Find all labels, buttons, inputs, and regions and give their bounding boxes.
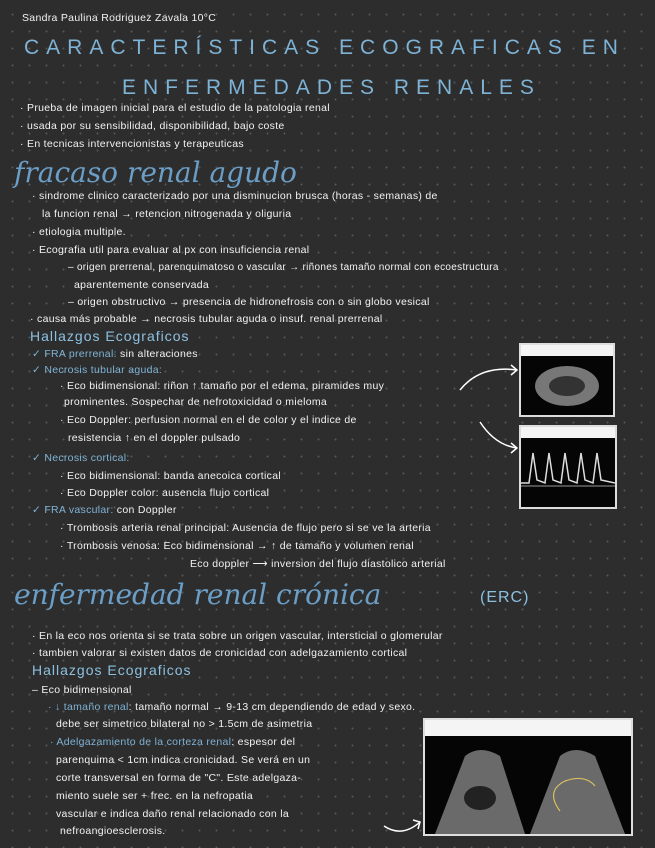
finding-text: · Eco Doppler color: ausencia flujo cortical [60, 487, 270, 499]
text-line: · tambien valorar si existen datos de cronicidad con adelgazamiento cortical [32, 647, 408, 659]
finding-line [64, 396, 327, 408]
text-line: – origen prerrenal, parenquimatoso o vascular → riñones tamaño normal con ecoestructura [68, 262, 499, 273]
finding-line [60, 487, 269, 499]
text-line [50, 736, 295, 748]
finding-text: Eco doppler ⟶ inversion del flujo diastolico arterial [190, 558, 446, 570]
intro-bullet: · Prueba de imagen inicial para el estudio de la patologia renal [20, 102, 330, 114]
finding-label: ✓ Necrosis tubular aguda: [32, 364, 163, 376]
finding-label: ✓ FRA prerrenal: [32, 348, 117, 360]
erc-finding-text: : tamaño normal → 9-13 cm dependiendo de edad y sexo. [128, 701, 416, 713]
finding-text: con Doppler [113, 504, 177, 516]
renal-cortex-ultrasound-image [423, 718, 633, 836]
erc-finding-label: · ↓ tamaño renal [48, 701, 129, 713]
finding-line [60, 380, 384, 392]
doppler-waveform-image [519, 425, 617, 509]
finding-text: · Eco Doppler: perfusion normal en el de color y el indice de [60, 414, 357, 426]
text-line: · Ecografia util para evaluar al px con insuficiencia renal [32, 244, 310, 256]
section-heading-erc: enfermedad renal crónica [14, 578, 382, 611]
erc-finding-label: · Adelgazamiento de la corteza renal [50, 736, 232, 748]
findings-heading-fra: Hallazgos Ecograficos [30, 328, 190, 344]
findings-heading-erc: Hallazgos Ecograficos [32, 662, 192, 678]
finding-line [190, 558, 446, 570]
finding-line [68, 432, 240, 444]
intro-bullet: · En tecnicas intervencionistas y terapeuticas [20, 138, 244, 150]
erc-abbreviation: (ERC) [480, 589, 530, 606]
text-line: – origen obstructivo → presencia de hidronefrosis con o sin globo vesical [68, 296, 430, 308]
finding-line [60, 470, 281, 482]
intro-bullet: · usada por su sensibilidad, disponibilidad, bajo coste [20, 120, 285, 132]
text-line [48, 701, 415, 713]
finding-text: · Trombosis arteria renal principal: Ausencia de flujo pero si se ve la arteria [60, 522, 431, 534]
text-line: miento suele ser + frec. en la nefropatia [56, 790, 254, 802]
finding-text: · Trombosis venosa: Eco bidimensional → ↑ de tamaño y volumen renal [60, 540, 414, 552]
text-line: · En la eco nos orienta si se trata sobre un origen vascular, intersticial o glomerular [32, 630, 443, 642]
text-line: aparentemente conservada [74, 279, 210, 291]
section-heading-fra: fracaso renal agudo [14, 156, 297, 189]
finding-line [32, 364, 162, 376]
kidney-ultrasound-image [519, 343, 615, 417]
text-line: · etiologia multiple. [32, 226, 126, 238]
finding-line [60, 540, 414, 552]
page-title-line-1: CARACTERÍSTICAS ECOGRAFICAS EN [24, 36, 625, 59]
finding-text: sin alteraciones [116, 348, 198, 360]
finding-label: ✓ FRA vascular: [32, 504, 114, 516]
finding-text: prominentes. Sospechar de nefrotoxicidad o mieloma [64, 396, 328, 408]
text-line: nefroangioesclerosis. [60, 825, 166, 837]
finding-line [60, 414, 357, 426]
finding-label: ✓ Necrosis cortical: [32, 452, 130, 464]
finding-text: resistencia ↑ en el doppler pulsado [68, 432, 241, 444]
text-line: vascular e indica daño renal relacionado con la [56, 808, 289, 820]
text-line: corte transversal en forma de "C". Este adelgaza- [56, 772, 302, 784]
text-line: debe ser simetrico bilateral no > 1.5cm de asimetria [56, 718, 313, 730]
finding-line [32, 452, 130, 464]
page-title-line-2: ENFERMEDADES RENALES [122, 76, 541, 99]
text-line: · causa más probable → necrosis tubular aguda o insuf. renal prerrenal [30, 313, 383, 325]
text-line: – Eco bidimensional [32, 684, 132, 696]
author-name: Sandra Paulina Rodriguez Zavala 10°C [22, 12, 217, 24]
arrow-icon [455, 360, 525, 460]
text-line: la funcion renal → retencion nitrogenada y oliguria [42, 208, 292, 220]
finding-line [32, 504, 177, 516]
finding-line [32, 348, 198, 360]
erc-finding-text: : espesor del [231, 736, 296, 748]
arrow-icon [380, 808, 425, 838]
text-line: · sindrome clinico caracterizado por una disminucion brusca (horas - semanas) de [32, 190, 438, 202]
finding-text: · Eco bidimensional: banda anecoica cortical [60, 470, 281, 482]
finding-line [60, 522, 431, 534]
text-line: parenquima < 1cm indica cronicidad. Se verá en un [56, 754, 311, 766]
finding-text: · Eco bidimensional: riñon ↑ tamaño por el edema, piramides muy [60, 380, 385, 392]
